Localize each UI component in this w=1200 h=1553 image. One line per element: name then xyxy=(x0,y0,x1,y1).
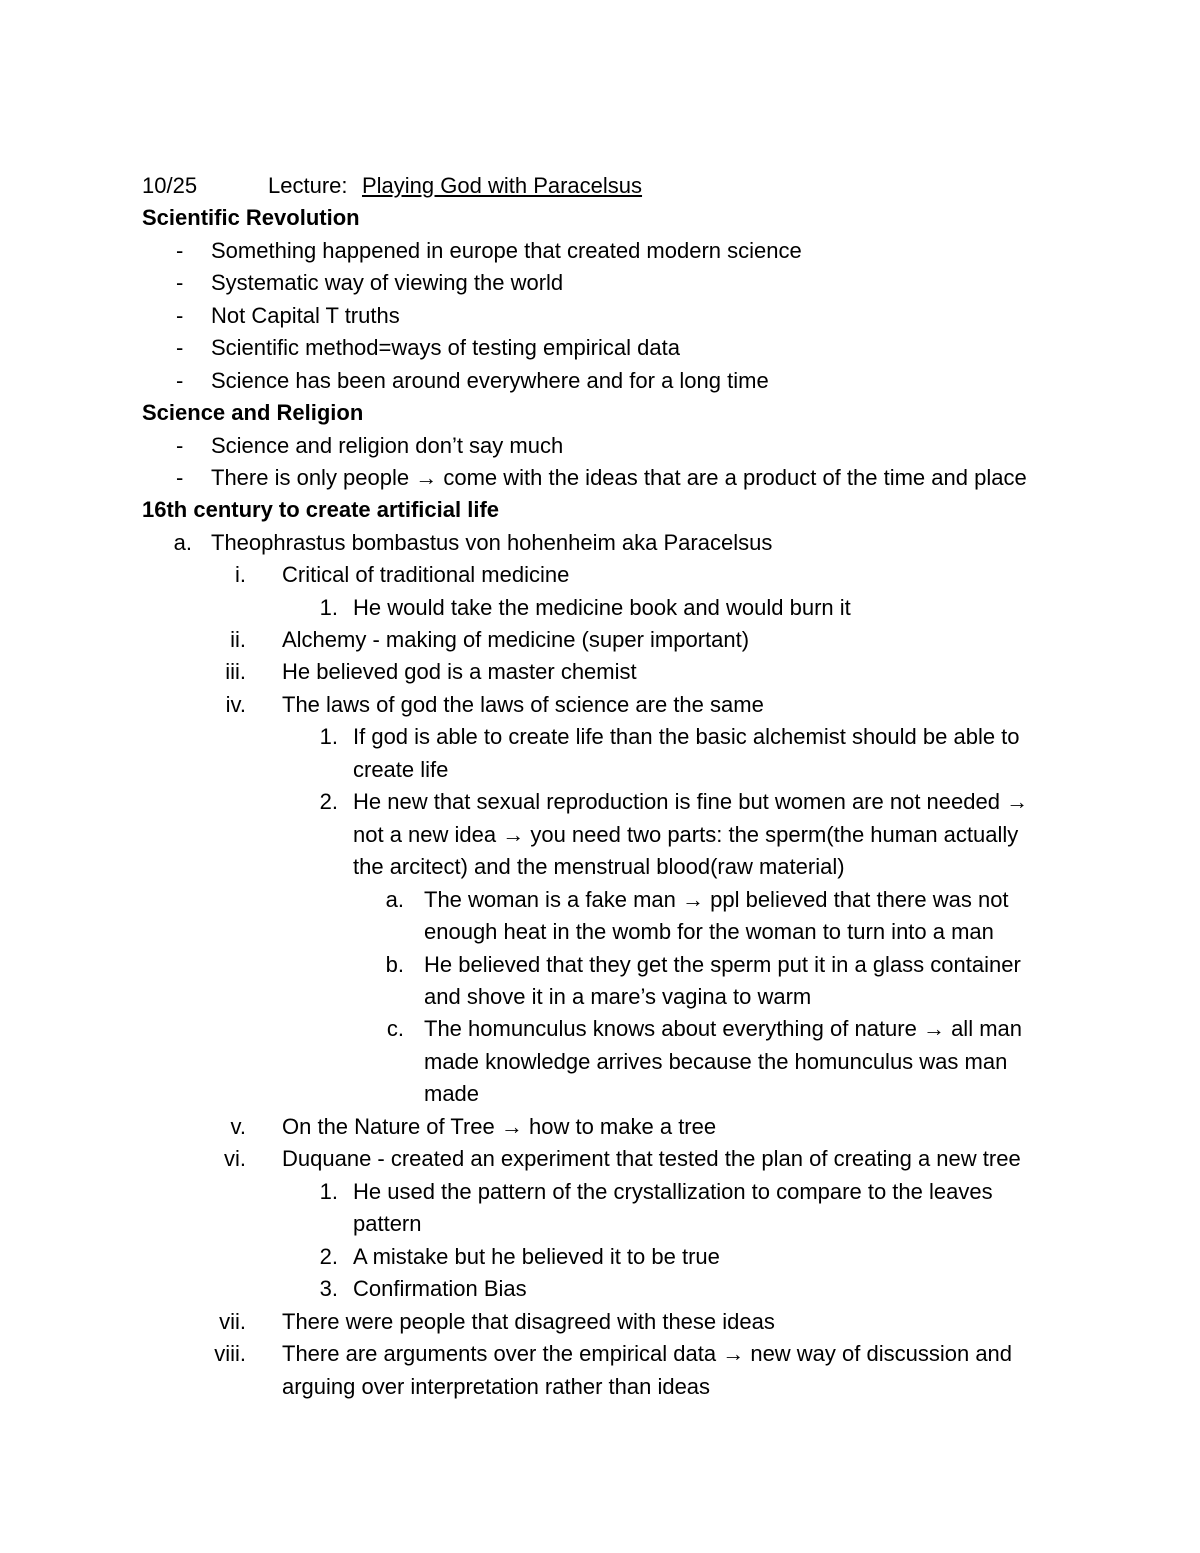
bullet-dash: - xyxy=(176,465,184,490)
outline-item-continued: made xyxy=(424,1081,480,1106)
bullet-item: Something happened in europe that created modern science xyxy=(211,238,802,263)
lecture-title: Playing God with Paracelsus xyxy=(362,173,643,198)
outline-item-continued: not a new idea → you need two parts: the sperm(the human actually xyxy=(353,822,1019,847)
outline-marker: 3. xyxy=(319,1276,338,1301)
outline-marker: a. xyxy=(173,530,192,555)
outline-item-continued: made knowledge arrives because the homunculus was man xyxy=(424,1049,1008,1074)
bullet-dash: - xyxy=(176,238,184,263)
outline-marker: b. xyxy=(385,952,404,977)
outline-item: If god is able to create life than the basic alchemist should be able to xyxy=(353,724,1020,749)
outline-item: There were people that disagreed with these ideas xyxy=(282,1309,775,1334)
outline-marker: vii. xyxy=(219,1309,246,1334)
outline-marker: 1. xyxy=(319,595,338,620)
outline-item: Confirmation Bias xyxy=(353,1276,527,1301)
outline-marker: a. xyxy=(385,887,404,912)
outline-marker: 1. xyxy=(319,1179,338,1204)
outline-marker: c. xyxy=(386,1016,404,1041)
outline-marker: iii. xyxy=(225,659,246,684)
bullet-dash: - xyxy=(176,368,184,393)
outline-item: On the Nature of Tree → how to make a tree xyxy=(282,1114,717,1139)
outline-item: Duquane - created an experiment that tested the plan of creating a new tree xyxy=(282,1146,1021,1171)
bullet-item: There is only people → come with the ideas that are a product of the time and place xyxy=(211,465,1027,490)
outline-marker: 2. xyxy=(319,1244,338,1269)
outline-marker: vi. xyxy=(224,1146,246,1171)
lecture-date: 10/25 xyxy=(142,173,198,198)
outline-item: A mistake but he believed it to be true xyxy=(353,1244,720,1269)
outline-item: He used the pattern of the crystallization to compare to the leaves xyxy=(353,1179,993,1204)
outline-item-continued: and shove it in a mare’s vagina to warm xyxy=(424,984,812,1009)
outline-marker: 2. xyxy=(319,789,338,814)
outline-item: He would take the medicine book and would burn it xyxy=(353,595,851,620)
bullet-dash: - xyxy=(176,335,184,360)
outline-marker: i. xyxy=(235,562,246,587)
outline-item: He believed god is a master chemist xyxy=(282,659,637,684)
outline-marker: 1. xyxy=(319,724,338,749)
outline-item-continued: pattern xyxy=(353,1211,422,1236)
outline-item: He believed that they get the sperm put it in a glass container xyxy=(424,952,1021,977)
bullet-dash: - xyxy=(176,303,184,328)
section-heading-scientific-revolution: Scientific Revolution xyxy=(142,205,360,230)
outline-marker: viii. xyxy=(214,1341,246,1366)
outline-item-continued: create life xyxy=(353,757,449,782)
outline-marker: v. xyxy=(230,1114,246,1139)
outline-item: Critical of traditional medicine xyxy=(282,562,570,587)
bullet-item: Systematic way of viewing the world xyxy=(211,270,564,295)
outline-item: The homunculus knows about everything of nature → all man xyxy=(424,1016,1022,1041)
bullet-item: Scientific method=ways of testing empirical data xyxy=(211,335,680,360)
outline-item: The laws of god the laws of science are the same xyxy=(282,692,764,717)
outline-item: He new that sexual reproduction is fine but women are not needed → xyxy=(353,789,1029,814)
outline-item: Theophrastus bombastus von hohenheim aka Paracelsus xyxy=(211,530,773,555)
section-heading-science-and-religion: Science and Religion xyxy=(142,400,364,425)
bullet-item: Not Capital T truths xyxy=(211,303,400,328)
outline-item-continued: enough heat in the womb for the woman to turn into a man xyxy=(424,919,994,944)
outline-marker: iv. xyxy=(225,692,246,717)
outline-item-continued: arguing over interpretation rather than ideas xyxy=(282,1374,711,1399)
outline-item: The woman is a fake man → ppl believed that there was not xyxy=(424,887,1009,912)
outline-item: Alchemy - making of medicine (super important) xyxy=(282,627,750,652)
outline-item-continued: the arcitect) and the menstrual blood(raw material) xyxy=(353,854,845,879)
lecture-label: Lecture: xyxy=(268,173,348,198)
bullet-dash: - xyxy=(176,270,184,295)
bullet-item: Science has been around everywhere and for a long time xyxy=(211,368,769,393)
outline-marker: ii. xyxy=(230,627,246,652)
bullet-dash: - xyxy=(176,433,184,458)
outline-item: There are arguments over the empirical data → new way of discussion and xyxy=(282,1341,1013,1366)
bullet-item: Science and religion don’t say much xyxy=(211,433,564,458)
section-heading-artificial-life: 16th century to create artificial life xyxy=(142,497,500,522)
